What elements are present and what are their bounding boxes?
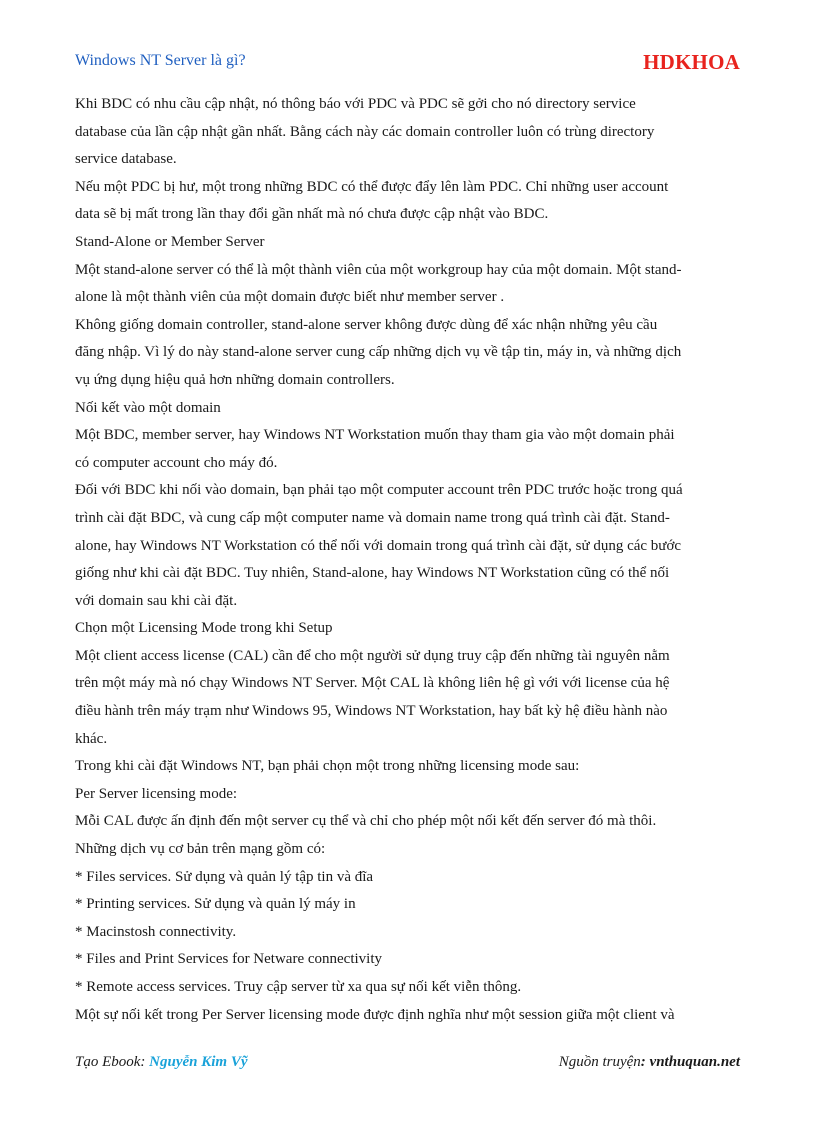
source-site-name: vnthuquan.net <box>649 1054 740 1070</box>
ebook-separator: : <box>140 1054 150 1070</box>
text-line: alone là một thành viên của một domain được biết như member server . <box>75 289 505 306</box>
paragraph <box>75 174 755 229</box>
text-line: Nếu một PDC bị hư, một trong những BDC có thể được đẩy lên làm PDC. Chỉ những user account <box>75 178 669 195</box>
text-line: Một BDC, member server, hay Windows NT Workstation muốn thay tham gia vào một domain phải <box>75 427 675 444</box>
source-label: Nguồn truyện <box>558 1054 641 1070</box>
paragraph <box>75 919 755 947</box>
source-credit <box>559 1054 740 1071</box>
paragraph <box>75 836 755 864</box>
paragraph <box>75 395 755 423</box>
text-line: đăng nhập. Vì lý do này stand-alone server cung cấp những dịch vụ về tập tin, máy in, và những dịch <box>75 344 682 361</box>
text-line: * Files services. Sử dụng và quản lý tập tin và đĩa <box>75 868 374 885</box>
paragraph <box>75 1002 755 1030</box>
paragraph <box>75 477 755 615</box>
text-line: alone, hay Windows NT Workstation có thể nối với domain trong quá trình cài đặt, sử dụng các bước <box>75 537 682 554</box>
paragraph <box>75 781 755 809</box>
text-line: Khi BDC có nhu cầu cập nhật, nó thông báo với PDC và PDC sẽ gởi cho nó directory service <box>75 96 636 112</box>
text-line: trên một máy mà nó chạy Windows NT Server. Một CAL là không liên hệ gì với với license của hệ <box>75 675 670 692</box>
paragraph <box>75 312 755 395</box>
text-line: database của lần cập nhật gần nhất. Bằng cách này các domain controller luôn có trùng directory <box>75 123 655 140</box>
paragraph <box>75 257 755 312</box>
paragraph <box>75 891 755 919</box>
paragraph <box>75 229 755 257</box>
paragraph <box>75 91 755 174</box>
text-line: trình cài đặt BDC, và cung cấp một computer name và domain name trong quá trình cài đặt. Stand- <box>75 509 670 526</box>
ebook-label: Tạo Ebook <box>75 1054 141 1070</box>
text-line: * Remote access services. Truy cập server từ xa qua sự nối kết viễn thông. <box>75 979 522 995</box>
text-line: có computer account cho máy đó. <box>75 454 278 471</box>
paragraph <box>75 643 755 753</box>
text-line: Per Server licensing mode: <box>75 785 238 802</box>
paragraph <box>75 753 755 781</box>
document-title: Windows NT Server là gì? <box>75 52 246 69</box>
paragraph <box>75 615 755 643</box>
text-line: Chọn một Licensing Mode trong khi Setup <box>75 620 333 637</box>
document-body <box>75 91 755 1029</box>
ebook-author-name: Nguyễn Kim Vỹ <box>149 1054 248 1070</box>
text-line: vụ ứng dụng hiệu quả hơn những domain controllers. <box>75 371 395 388</box>
text-line: Không giống domain controller, stand-alone server không được dùng để xác nhận những yêu cầu <box>75 316 658 333</box>
text-line: Stand-Alone or Member Server <box>75 233 265 250</box>
source-separator: : <box>640 1054 650 1070</box>
text-line: với domain sau khi cài đặt. <box>75 592 238 609</box>
text-line: Trong khi cài đặt Windows NT, bạn phải chọn một trong những licensing mode sau: <box>75 758 580 775</box>
text-line: điều hành trên máy trạm như Windows 95, Windows NT Workstation, hay bất kỳ hệ điều hành nào <box>75 703 668 720</box>
paragraph <box>75 946 755 974</box>
text-line: * Macinstosh connectivity. <box>75 923 237 940</box>
paragraph <box>75 422 755 477</box>
text-line: Một client access license (CAL) cần để cho một người sử dụng truy cập đến những tài nguyên nằm <box>75 647 670 664</box>
paragraph <box>75 864 755 892</box>
text-line: data sẽ bị mất trong lần thay đổi gần nhất mà nó chưa được cập nhật vào BDC. <box>75 206 549 223</box>
text-line: Mỗi CAL được ấn định đến một server cụ thể và chỉ cho phép một nối kết đến server đó mà thôi. <box>75 813 657 830</box>
author-brand: HDKHOA <box>643 50 740 74</box>
text-line: service database. <box>75 151 177 168</box>
text-line: khác. <box>75 730 108 747</box>
text-line: Một sự nối kết trong Per Server licensing mode được định nghĩa như một session giữa một client và <box>75 1006 675 1023</box>
text-line: Đối với BDC khi nối vào domain, bạn phải tạo một computer account trên PDC trước hoặc trong quá <box>75 482 683 499</box>
ebook-credit <box>75 1054 248 1071</box>
text-line: Những dịch vụ cơ bản trên mạng gồm có: <box>75 841 326 858</box>
page-footer <box>75 1054 740 1076</box>
paragraph <box>75 808 755 836</box>
paragraph <box>75 974 755 1002</box>
text-line: * Printing services. Sử dụng và quản lý máy in <box>75 896 356 913</box>
text-line: * Files and Print Services for Netware connectivity <box>75 951 383 968</box>
text-line: Một stand-alone server có thể là một thành viên của một workgroup hay của một domain. Một stand- <box>75 261 682 278</box>
text-line: giống như khi cài đặt BDC. Tuy nhiên, Stand-alone, hay Windows NT Workstation cũng có thể nối <box>75 565 670 582</box>
page-header <box>75 50 740 76</box>
text-line: Nối kết vào một domain <box>75 399 221 416</box>
